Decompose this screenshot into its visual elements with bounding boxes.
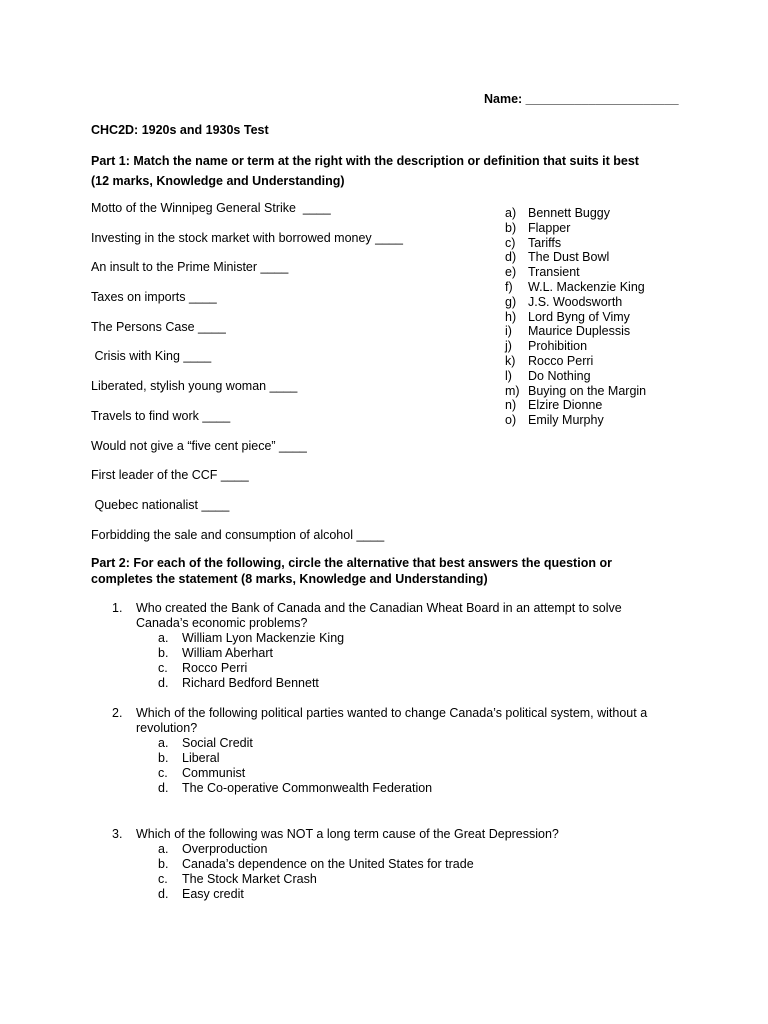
term-item <box>505 324 646 339</box>
description-item: Liberated, stylish young woman ____ <box>91 379 298 394</box>
option-item <box>158 766 672 781</box>
page-title: CHC2D: 1920s and 1930s Test <box>91 123 269 137</box>
option-letter: c. <box>158 661 168 675</box>
option-text: Canada’s dependence on the United States for trade <box>182 857 474 871</box>
term-item <box>505 310 646 325</box>
term-item <box>505 339 646 354</box>
part2-question-list <box>112 601 672 902</box>
option-list <box>136 736 672 796</box>
option-text: The Co-operative Commonwealth Federation <box>182 781 433 795</box>
option-letter: b. <box>158 646 169 660</box>
option-letter: c. <box>158 872 168 886</box>
term-letter: n) <box>505 398 517 413</box>
question-item <box>112 706 672 796</box>
term-letter: e) <box>505 265 517 280</box>
option-item <box>158 646 672 661</box>
option-item <box>158 781 672 796</box>
description-item: Quebec nationalist ____ <box>91 497 230 512</box>
description-item: First leader of the CCF ____ <box>91 468 249 483</box>
option-item <box>158 676 672 691</box>
option-text: The Stock Market Crash <box>182 872 317 886</box>
term-text: Tariffs <box>528 235 562 250</box>
description-item: An insult to the Prime Minister ____ <box>91 260 289 275</box>
term-text: Do Nothing <box>528 368 591 383</box>
option-item <box>158 872 672 887</box>
term-letter: c) <box>505 235 516 250</box>
term-text: Prohibition <box>528 339 588 354</box>
option-text: Rocco Perri <box>182 661 248 675</box>
description-item: Motto of the Winnipeg General Strike ____ <box>91 201 331 215</box>
option-letter: d. <box>158 676 169 690</box>
part1-heading: Part 1: Match the name or term at the right with the description or definition that suits it best (12 marks, Knowledge and Understanding) <box>91 154 639 188</box>
option-list <box>136 842 672 902</box>
option-item <box>158 857 672 872</box>
term-letter: d) <box>505 250 517 265</box>
term-letter: l) <box>505 368 512 383</box>
option-letter: a. <box>158 631 169 645</box>
option-list <box>136 631 672 691</box>
description-item: Taxes on imports ____ <box>91 290 217 305</box>
option-item <box>158 842 672 857</box>
term-text: Buying on the Margin <box>528 383 647 398</box>
term-text: Maurice Duplessis <box>528 324 631 339</box>
part1-term-list <box>505 206 646 428</box>
description-item: The Persons Case ____ <box>91 319 226 334</box>
question-number: 1. <box>112 601 123 615</box>
question-number: 3. <box>112 827 123 841</box>
term-item <box>505 221 646 236</box>
term-item <box>505 398 646 413</box>
term-text: Lord Byng of Vimy <box>528 309 630 324</box>
question-text: Which of the following political parties wanted to change Canada’s political system, without a revolution? <box>136 706 648 735</box>
term-text: J.S. Woodsworth <box>528 294 623 309</box>
term-letter: k) <box>505 353 516 368</box>
term-text: W.L. Mackenzie King <box>528 279 645 294</box>
option-text: Social Credit <box>182 736 253 750</box>
term-letter: a) <box>505 206 517 220</box>
part1-description-list <box>91 199 403 555</box>
term-letter: f) <box>505 279 513 294</box>
term-text: Flapper <box>528 220 571 235</box>
option-item <box>158 631 672 646</box>
option-text: Communist <box>182 766 246 780</box>
name-field-label: Name: ______________________ <box>484 92 679 106</box>
question-text: Who created the Bank of Canada and the Canadian Wheat Board in an attempt to solve Canada’s economic problems? <box>136 601 622 630</box>
option-text: Richard Bedford Bennett <box>182 676 319 690</box>
option-text: William Lyon Mackenzie King <box>182 631 345 645</box>
term-text: Emily Murphy <box>528 413 604 428</box>
term-text: The Dust Bowl <box>528 250 610 265</box>
description-item: Would not give a “five cent piece” ____ <box>91 438 307 453</box>
term-letter: j) <box>505 339 512 354</box>
term-text: Rocco Perri <box>528 353 594 368</box>
option-item <box>158 751 672 766</box>
term-item <box>505 265 646 280</box>
term-item <box>505 354 646 369</box>
term-letter: h) <box>505 309 517 324</box>
description-item: Travels to find work ____ <box>91 408 231 423</box>
description-item: Crisis with King ____ <box>91 349 212 364</box>
option-item <box>158 887 672 902</box>
option-letter: a. <box>158 736 169 750</box>
term-item <box>505 369 646 384</box>
question-item <box>112 827 672 902</box>
term-item <box>505 280 646 295</box>
option-letter: a. <box>158 842 169 856</box>
term-text: Elzire Dionne <box>528 398 603 413</box>
term-letter: m) <box>505 383 520 398</box>
option-letter: d. <box>158 781 169 795</box>
option-letter: b. <box>158 857 169 871</box>
option-item <box>158 736 672 751</box>
option-text: Easy credit <box>182 887 244 901</box>
term-item <box>505 413 646 428</box>
term-item <box>505 295 646 310</box>
part2-heading: Part 2: For each of the following, circle the alternative that best answers the question or completes the statement (8 marks, Knowledge and Understanding) <box>91 556 612 586</box>
question-text: Which of the following was NOT a long term cause of the Great Depression? <box>136 827 559 841</box>
option-letter: b. <box>158 751 169 765</box>
term-item <box>505 236 646 251</box>
description-item: Investing in the stock market with borrowed money ____ <box>91 230 403 245</box>
option-letter: c. <box>158 766 168 780</box>
term-item <box>505 250 646 265</box>
term-letter: g) <box>505 294 517 309</box>
term-letter: b) <box>505 220 517 235</box>
description-item: Forbidding the sale and consumption of alcohol ____ <box>91 527 385 542</box>
term-item <box>505 206 646 221</box>
term-text: Transient <box>528 265 580 280</box>
question-item <box>112 601 672 691</box>
term-item <box>505 384 646 399</box>
option-text: William Aberhart <box>182 646 273 660</box>
option-text: Overproduction <box>182 842 268 856</box>
option-text: Liberal <box>182 751 220 765</box>
term-letter: o) <box>505 413 517 428</box>
term-letter: i) <box>505 324 512 339</box>
term-text: Bennett Buggy <box>528 206 611 220</box>
option-item <box>158 661 672 676</box>
option-letter: d. <box>158 887 169 901</box>
question-number: 2. <box>112 706 123 720</box>
